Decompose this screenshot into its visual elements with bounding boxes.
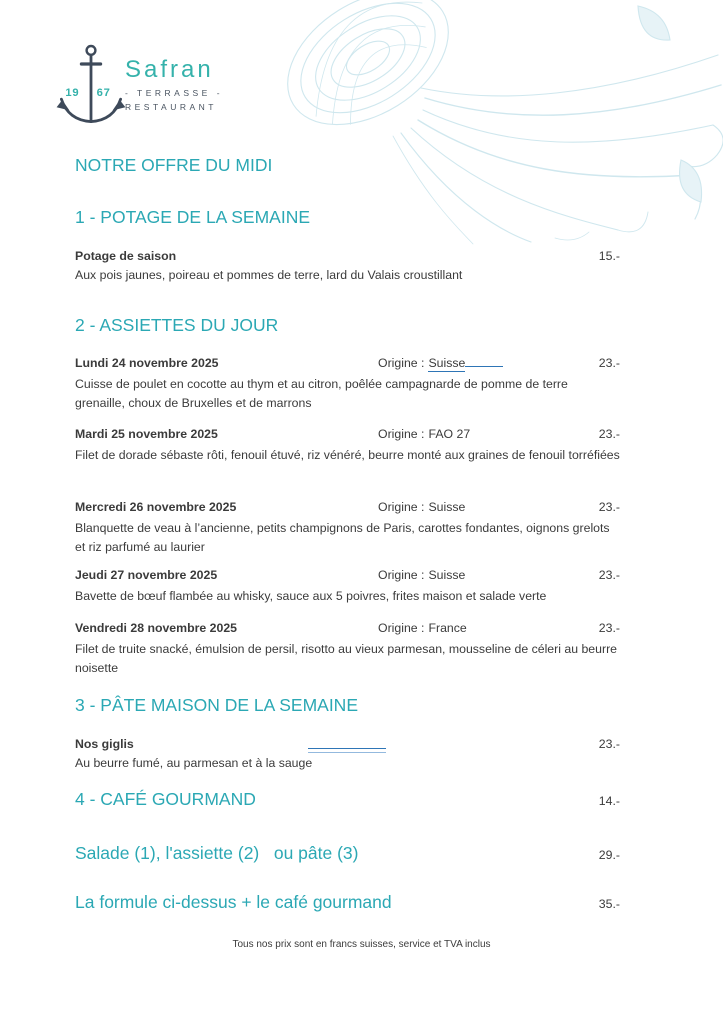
section-4-heading: 4 - CAFÉ GOURMAND [75, 789, 256, 809]
day-origin [378, 619, 467, 638]
section-1-heading: 1 - POTAGE DE LA SEMAINE [75, 207, 311, 227]
dish-description: Au beurre fumé, au parmesan et à la sauge [75, 756, 313, 770]
logo-name: Safran [125, 56, 214, 83]
dish-name: Potage de saison [75, 249, 177, 263]
origin-label: Origine : [378, 500, 425, 514]
section-2-heading: 2 - ASSIETTES DU JOUR [75, 315, 279, 335]
soup-item [75, 247, 620, 285]
pasta-item [75, 735, 620, 773]
origin-value: Suisse [428, 356, 466, 370]
day-price: 23.- [598, 621, 620, 635]
origin-value: FAO 27 [428, 427, 471, 441]
day-description: Cuisse de poulet en cocotte au thym et au citron, poêlée campagnarde de pomme de terre grenaille, choux de Bruxelles et de marrons [75, 377, 568, 410]
day-description: Bavette de bœuf flambée au whisky, sauce aux 5 poivres, frites maison et salade verte [75, 589, 547, 603]
origin-label: Origine : [378, 427, 425, 441]
day-name: Mercredi 26 novembre 2025 [75, 500, 237, 514]
section-3-heading: 3 - PÂTE MAISON DE LA SEMAINE [75, 695, 358, 715]
origin-value: Suisse [428, 500, 466, 514]
formule-row-2 [75, 892, 620, 913]
price-disclaimer: Tous nos prix sont en francs suisses, service et TVA inclus [232, 939, 491, 950]
formule-row-1 [75, 843, 620, 864]
day-origin [378, 498, 465, 517]
origin-value: France [428, 621, 467, 635]
day-price: 23.- [598, 500, 620, 514]
day-name: Jeudi 27 novembre 2025 [75, 568, 218, 582]
day-name: Mardi 25 novembre 2025 [75, 427, 218, 441]
dish-price: 23.- [598, 737, 620, 751]
logo-year-left: 19 [65, 87, 80, 99]
day-entry-friday [75, 619, 620, 678]
origin-underline-extension [465, 353, 503, 367]
formule-price: 35.- [598, 897, 620, 911]
formule-label: Salade (1), l'assiette (2) ou pâte (3) [75, 843, 359, 863]
dish-description: Aux pois jaunes, poireau et pommes de terre, lard du Valais croustillant [75, 268, 463, 282]
day-entry-wednesday [75, 498, 620, 557]
formule-price: 29.- [598, 848, 620, 862]
dish-name: Nos giglis [75, 737, 134, 751]
dish-price: 15.- [598, 249, 620, 263]
blank-underline [308, 748, 386, 753]
origin-label: Origine : [378, 356, 425, 370]
origin-label: Origine : [378, 621, 425, 635]
day-origin [378, 353, 503, 373]
formule-label: La formule ci-dessus + le café gourmand [75, 892, 392, 912]
origin-value: Suisse [428, 568, 466, 582]
section-4-row [75, 789, 620, 810]
logo-tagline-terrasse: - TERRASSE - [125, 88, 224, 98]
day-origin [378, 566, 465, 585]
section-4-price: 14.- [598, 794, 620, 808]
day-description: Blanquette de veau à l’ancienne, petits champignons de Paris, carottes fondantes, oignons grelots et riz parfumé au laurier [75, 521, 610, 554]
day-name: Vendredi 28 novembre 2025 [75, 621, 237, 635]
logo-tagline-restaurant: RESTAURANT [125, 102, 217, 112]
day-origin [378, 425, 470, 444]
intro-heading: NOTRE OFFRE DU MIDI [75, 155, 273, 175]
day-price: 23.- [598, 568, 620, 582]
day-entry-monday [75, 353, 620, 413]
origin-label: Origine : [378, 568, 425, 582]
logo-year-right: 67 [96, 87, 111, 99]
day-name: Lundi 24 novembre 2025 [75, 356, 219, 370]
anchor-icon [55, 42, 127, 134]
day-entry-thursday [75, 566, 620, 606]
day-price: 23.- [598, 427, 620, 441]
day-description: Filet de dorade sébaste rôti, fenouil étuvé, riz vénéré, beurre monté aux graines de fenouil torréfiées [75, 448, 620, 462]
day-description: Filet de truite snacké, émulsion de persil, risotto au vieux parmesan, mousseline de céleri au beurre noisette [75, 642, 618, 675]
day-price: 23.- [598, 356, 620, 370]
day-entry-tuesday [75, 425, 620, 465]
